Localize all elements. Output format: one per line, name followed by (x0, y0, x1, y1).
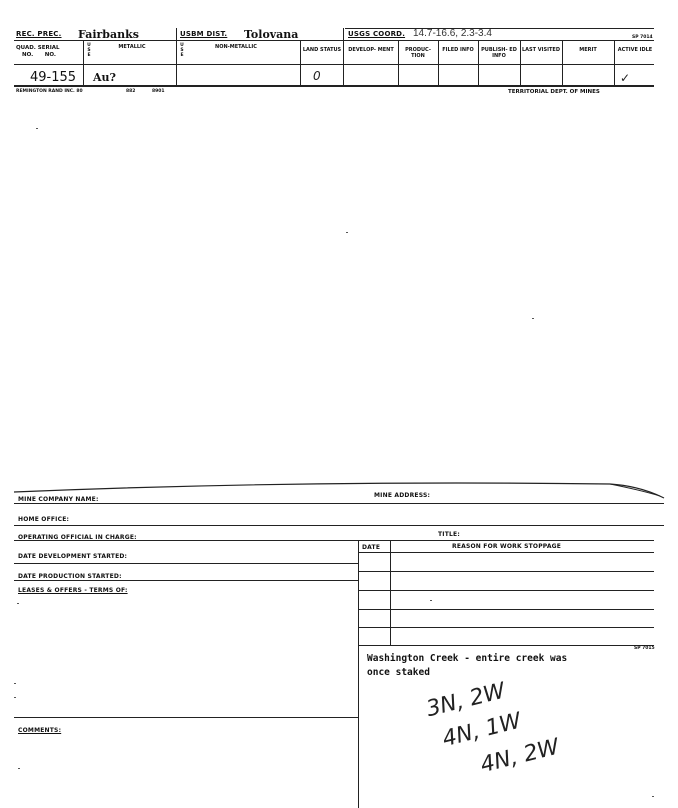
usbm-dist-label: USBM DIST. (180, 30, 228, 38)
divider-merit (562, 40, 563, 85)
rule-home-office (14, 525, 664, 526)
col-metallic: METALLIC (118, 44, 146, 50)
column-header-bottom-rule (14, 64, 654, 65)
speck (346, 232, 348, 233)
mine-company-name-label: MINE COMPANY NAME: (18, 496, 99, 503)
divider-date-col (390, 540, 391, 645)
land-status-value: 0 (313, 69, 321, 83)
rule-company (14, 503, 664, 504)
rule-table-header (358, 552, 654, 553)
rule-table-2 (358, 590, 654, 591)
rule-table-5 (358, 645, 654, 646)
divider-production (398, 40, 399, 85)
metallic-value: Au? (93, 71, 116, 84)
col-last-visited: LAST VISITED (522, 47, 560, 53)
mine-address-label: MINE ADDRESS: (374, 492, 431, 499)
col-active-idle: ACTIVE IDLE (617, 47, 653, 53)
divider-last-visited (520, 40, 521, 85)
col-development: DEVELOP- MENT (348, 47, 394, 53)
title-label: TITLE: (438, 531, 460, 538)
speck (532, 318, 534, 319)
usgs-coord-label: USGS COORD. (348, 30, 406, 38)
col-no-no: NO. NO. (22, 52, 56, 58)
territorial-dept: TERRITORIAL DEPT. OF MINES (508, 89, 600, 95)
rec-prec-label: REC. PREC. (16, 30, 62, 38)
usgs-top-rule (345, 28, 654, 29)
usgs-coord-value: 14.7-16.6, 2.3-3.4 (413, 28, 492, 39)
typed-note-line-1: Washington Creek - entire creek was (367, 653, 568, 664)
divider-filed (438, 40, 439, 85)
col-non-metallic: NON-METALLIC (215, 44, 257, 50)
typed-note-line-2: once staked (367, 667, 430, 678)
divider-published (478, 40, 479, 85)
hand-note-1: 3N, 2W (424, 678, 508, 723)
comments-label: COMMENTS: (18, 727, 62, 734)
home-office-label: HOME OFFICE: (18, 516, 70, 523)
col-use-nonmetallic: U S E (180, 43, 184, 58)
speck (14, 683, 16, 684)
speck (18, 768, 20, 769)
col-published-info: PUBLISH- ED INFO (481, 47, 517, 59)
reason-column-header: REASON FOR WORK STOPPAGE (452, 543, 562, 550)
speck (14, 697, 16, 698)
form-code-back: SP 7015 (634, 646, 655, 651)
printer-imprint: REMINGTON RAND INC. 80 (16, 89, 83, 94)
divider-usbm (176, 28, 177, 85)
printer-code-2: 8901 (152, 89, 165, 94)
card-edge-curve (0, 474, 678, 504)
divider-center (358, 540, 359, 808)
operating-official-label: OPERATING OFFICIAL IN CHARGE: (18, 534, 137, 541)
form-code-top: SP 7014 (632, 35, 653, 40)
col-use-metallic: U S E (87, 43, 91, 58)
rule-table-1 (358, 571, 654, 572)
divider-serial (83, 40, 84, 85)
date-development-label: DATE DEVELOPMENT STARTED: (18, 553, 128, 560)
serial-value: 49-155 (30, 70, 77, 85)
date-production-label: DATE PRODUCTION STARTED: (18, 573, 122, 580)
col-production: PRODUC- TION (405, 47, 431, 59)
hand-note-3: 4N, 2W (478, 734, 562, 779)
speck (430, 600, 432, 601)
rule-table-4 (358, 627, 654, 628)
divider-land (300, 40, 301, 85)
rule-leases-bottom (14, 717, 358, 718)
rule-dev-started (14, 563, 358, 564)
rec-prec-value: Fairbanks (78, 28, 139, 41)
divider-active (614, 40, 615, 85)
rule-prod-started (14, 580, 358, 581)
active-idle-check: ✓ (620, 71, 631, 85)
speck (36, 128, 38, 129)
speck (652, 796, 654, 797)
col-land-status: LAND STATUS (302, 47, 342, 53)
date-column-header: DATE (362, 544, 381, 551)
leases-offers-label: LEASES & OFFERS - TERMS OF: (18, 587, 128, 594)
speck (17, 603, 19, 604)
col-merit: MERIT (579, 47, 597, 53)
rule-table-3 (358, 609, 654, 610)
usbm-dist-value: Tolovana (244, 28, 299, 41)
hand-note-2: 4N, 1W (440, 708, 524, 753)
card-bottom-rule (14, 85, 654, 87)
divider-usgs (343, 28, 344, 85)
col-filed-info: FILED INFO (442, 47, 474, 53)
printer-code-1: 882 (126, 89, 136, 94)
col-quad-serial: QUAD. SERIAL (16, 45, 60, 51)
